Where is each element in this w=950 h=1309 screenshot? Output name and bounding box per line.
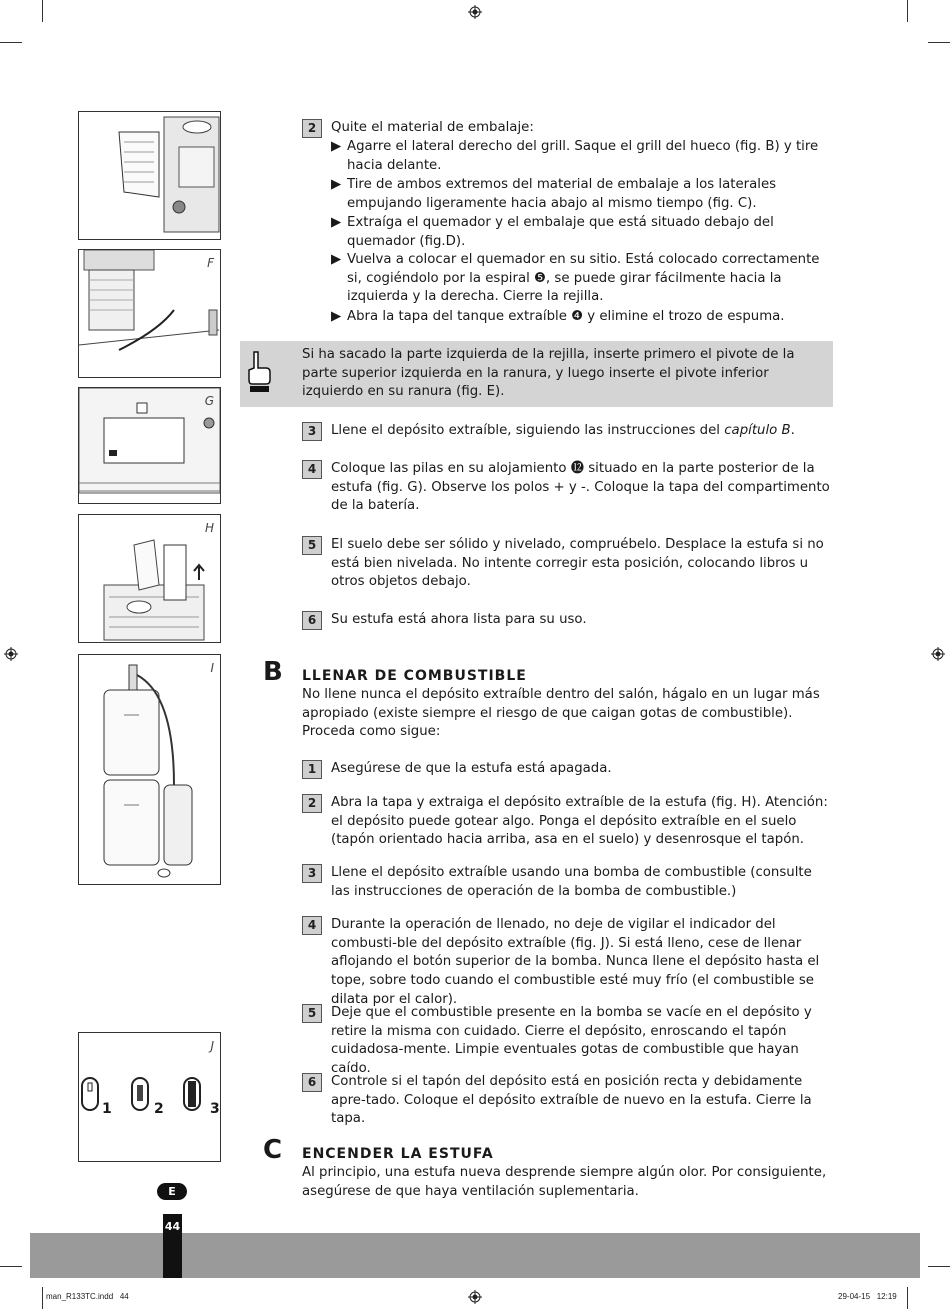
section-title: ENCENDER LA ESTUFA xyxy=(302,1146,494,1162)
page-number: 44 xyxy=(164,1220,181,1233)
section-intro: Al principio, una estufa nueva desprende siempre algún olor. Por consiguiente, asegúrese de que haya ventilación suplementaria. xyxy=(302,1165,827,1199)
bullet-arrow-icon: ▶ xyxy=(331,215,342,230)
step-number: 5 xyxy=(302,536,322,555)
bullet-arrow-icon: ▶ xyxy=(331,139,342,154)
figure-j xyxy=(78,1032,221,1162)
tank-removal-illustration xyxy=(79,515,220,642)
gauge-marker: 1 xyxy=(102,1101,112,1117)
figure-i xyxy=(78,654,221,885)
heater-grill-illustration xyxy=(79,112,220,239)
bullet-arrow-icon: ▶ xyxy=(331,252,342,267)
step-number: 4 xyxy=(302,916,322,935)
crop-mark xyxy=(42,0,43,22)
step-text: Durante la operación de llenado, no deje de vigilar el indicador del combusti-ble del depósito extraíble (fig. J). Si está lleno, cese de llenar aflojando el botón superior de la bomba. Nunca llene el depósito hasta el tope, sobre todo cuando el combustible esté muy frío (el combustible se dilata por el calor). xyxy=(331,917,820,1007)
burner-illustration xyxy=(79,250,220,377)
gauge-marker: 2 xyxy=(154,1101,164,1117)
bullet-text: Tire de ambos extremos del material de embalaje a los laterales empujando ligeramente hacia abajo al mismo tiempo (fig. C). xyxy=(347,177,777,211)
step-number: 2 xyxy=(302,119,322,138)
gauge-marker: 3 xyxy=(210,1101,220,1117)
crop-mark xyxy=(42,1287,43,1309)
step-text-main: Llene el depósito extraíble, siguiendo las instrucciones del xyxy=(331,423,725,438)
crop-mark xyxy=(907,0,908,22)
crop-mark xyxy=(928,1266,950,1267)
registration-mark-icon xyxy=(468,5,482,19)
step-number: 5 xyxy=(302,1004,322,1023)
language-badge-text: E xyxy=(168,1185,176,1198)
section-letter: B xyxy=(263,657,283,687)
step-number: 6 xyxy=(302,1073,322,1092)
registration-mark-icon xyxy=(931,647,945,661)
crop-mark xyxy=(0,1266,22,1267)
fuel-pump-illustration xyxy=(79,655,220,884)
crop-mark xyxy=(0,42,22,43)
bullet-text: Abra la tapa del tanque extraíble ❹ y elimine el trozo de espuma. xyxy=(347,309,785,324)
file-name: man_R133TC.indd 44 xyxy=(46,1292,129,1301)
step-text-italic: capítulo B xyxy=(724,423,791,438)
figure-g xyxy=(78,387,221,504)
step-text: Asegúrese de que la estufa está apagada. xyxy=(331,761,612,776)
figure-f xyxy=(78,249,221,378)
note-text: Si ha sacado la parte izquierda de la rejilla, inserte primero el pivote de la parte superior izquierda en la ranura, y luego inserte el pivote inferior izquierdo en su ranura (fig. E). xyxy=(302,347,795,400)
bullet-arrow-icon: ▶ xyxy=(331,309,342,324)
section-title: LLENAR DE COMBUSTIBLE xyxy=(302,668,527,684)
battery-compartment-illustration xyxy=(79,388,220,503)
figure-h xyxy=(78,514,221,643)
step-text: El suelo debe ser sólido y nivelado, compruébelo. Desplace la estufa si no está bien nivelada. No intente corregir esta posición, colocando libros u otros objetos debajo. xyxy=(331,537,824,590)
bullet-text: Agarre el lateral derecho del grill. Saque el grill del hueco (fig. B) y tire hacia delante. xyxy=(347,139,819,173)
fuel-gauge-illustration xyxy=(79,1033,220,1161)
figure-label: F xyxy=(207,256,214,270)
step-number: 6 xyxy=(302,611,322,630)
step-text: Abra la tapa y extraiga el depósito extraíble de la estufa (fig. H). Atención: el depósito puede gotear algo. Ponga el depósito extraíble en el suelo (tapón orientado hacia arriba, asa en el suelo) y desenrosque el tapón. xyxy=(331,795,828,848)
page-number-tab xyxy=(163,1214,182,1278)
step-text: Controle si el tapón del depósito está en posición recta y debidamente apre-tado. Coloque el depósito extraíble de nuevo en la estufa. Cierre la tapa. xyxy=(331,1074,812,1127)
registration-mark-icon xyxy=(4,647,18,661)
crop-mark xyxy=(907,1287,908,1309)
language-badge xyxy=(157,1183,187,1200)
figure-label: J xyxy=(210,1039,214,1053)
step-number: 1 xyxy=(302,760,322,779)
step-intro: Quite el material de embalaje: xyxy=(331,120,534,135)
section-letter: C xyxy=(263,1135,283,1165)
step-text: Llene el depósito extraíble usando una bomba de combustible (consulte las instrucciones de operación de la bomba de combustible.) xyxy=(331,865,812,899)
step-number: 3 xyxy=(302,864,322,883)
figure-label: H xyxy=(204,521,214,535)
step-number: 3 xyxy=(302,422,322,441)
registration-mark-icon xyxy=(468,1290,482,1304)
pointing-hand-icon xyxy=(246,350,272,394)
step-number: 4 xyxy=(302,460,322,479)
bullet-text: Vuelva a colocar el quemador en su sitio. Está colocado correctamente si, cogiéndolo por la espiral ❺, se puede girar fácilmente hacia la izquierda y la derecha. Cierre la rejilla. xyxy=(347,252,820,305)
figure-label: I xyxy=(210,661,214,675)
step-text-tail: . xyxy=(790,423,795,438)
crop-mark xyxy=(928,42,950,43)
step-text: Su estufa está ahora lista para su uso. xyxy=(331,612,587,627)
bullet-text: Extraíga el quemador y el embalaje que está situado debajo del quemador (fig.D). xyxy=(347,215,774,249)
step-text xyxy=(331,422,834,441)
print-date-time: 29-04-15 12:19 xyxy=(838,1292,897,1301)
figure-label: G xyxy=(204,394,214,408)
step-number: 2 xyxy=(302,794,322,813)
step-text: Coloque las pilas en su alojamiento ⓬ situado en la parte posterior de la estufa (fig. G). Observe los polos + y -. Coloque la tapa del compartimento de la batería. xyxy=(331,461,830,514)
figure-e xyxy=(78,111,221,240)
section-intro: No llene nunca el depósito extraíble dentro del salón, hágalo en un lugar más apropiado (existe siempre el riesgo de que caigan gotas de combustible). Proceda como sigue: xyxy=(302,687,820,740)
bullet-arrow-icon: ▶ xyxy=(331,177,342,192)
step-text: Deje que el combustible presente en la bomba se vacíe en el depósito y retire la misma con cuidado. Cierre el depósito, enroscando el tapón cuidadosa-mente. Limpie eventuales gotas de combustible que hayan caído. xyxy=(331,1005,812,1077)
